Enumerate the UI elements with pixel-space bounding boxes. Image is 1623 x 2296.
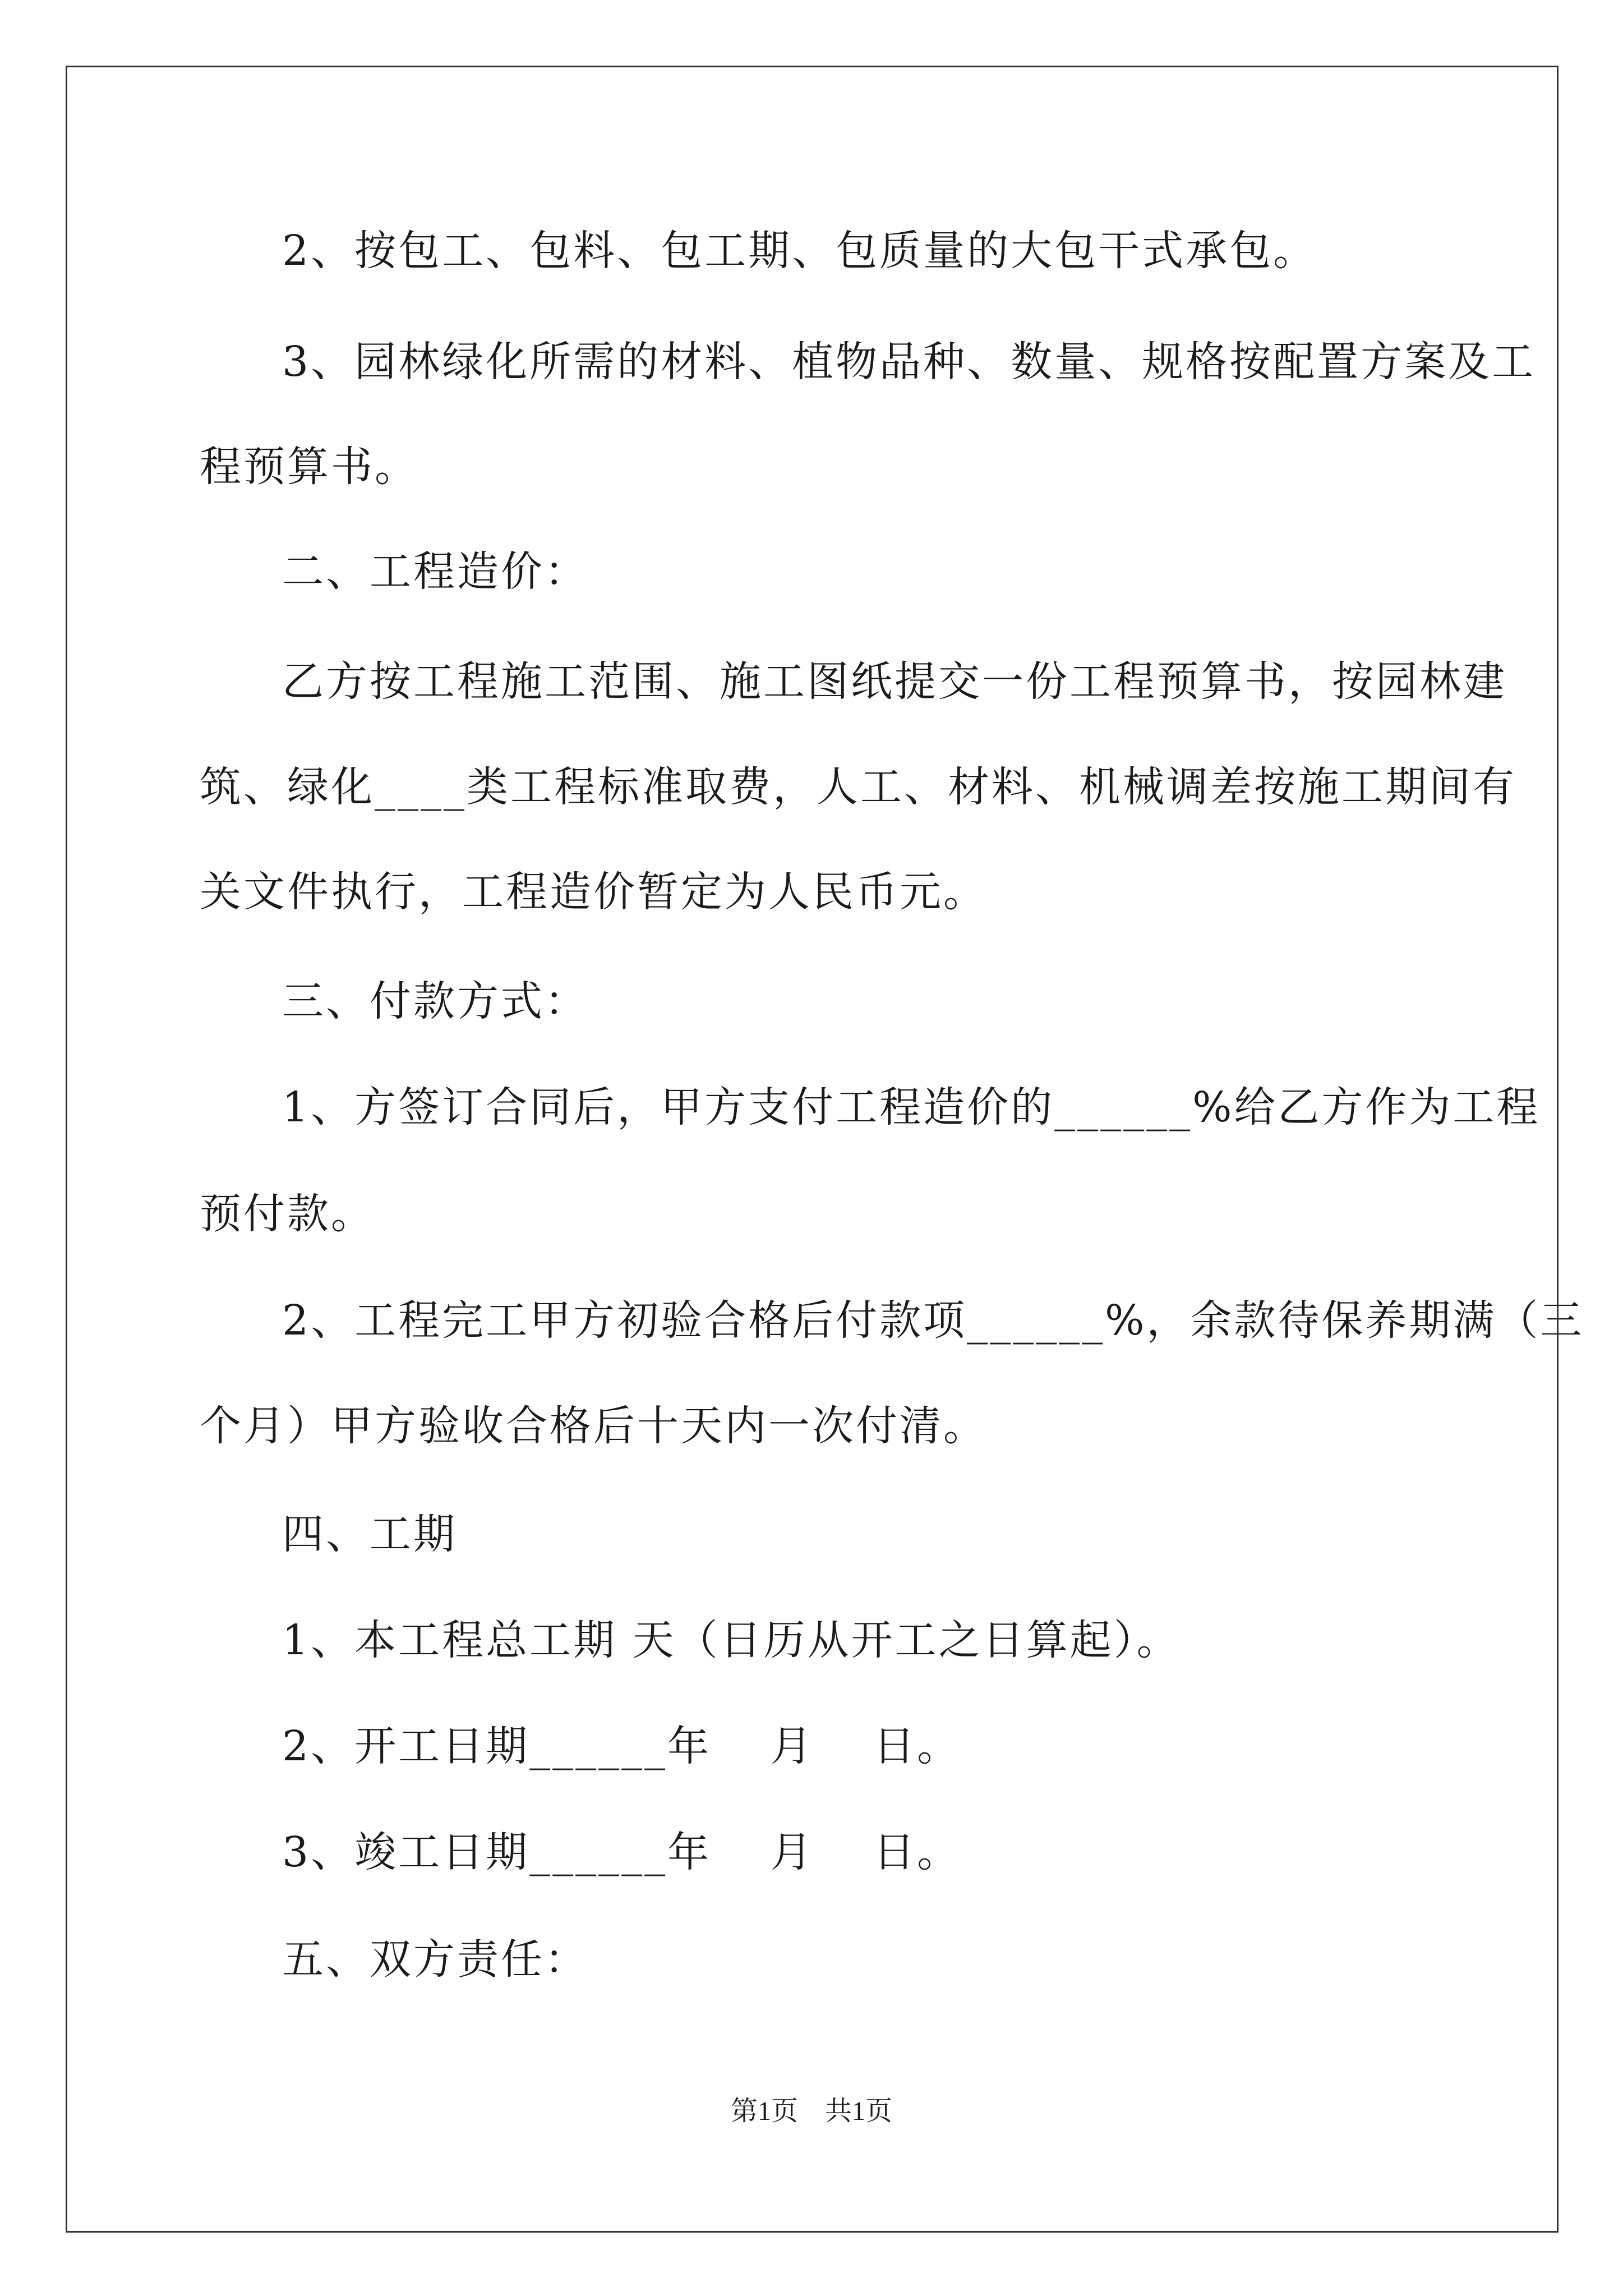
clause-line: 程预算书。 bbox=[200, 443, 418, 491]
section-heading: 四、工期 bbox=[282, 1510, 457, 1558]
clause-line: 筑、绿化____类工程标准取费，人工、材料、机械调差按施工期间有 bbox=[200, 763, 1516, 811]
clause-line: 3、园林绿化所需的材料、植物品种、数量、规格按配置方案及工 bbox=[282, 338, 1536, 386]
clause-line: 乙方按工程施工范围、施工图纸提交一份工程预算书，按园林建 bbox=[282, 657, 1507, 706]
clause-line: 2、开工日期______年 月 日。 bbox=[282, 1722, 961, 1770]
section-heading: 五、双方责任： bbox=[282, 1935, 588, 1984]
clause-line: 1、方签订合同后，甲方支付工程造价的______%给乙方作为工程 bbox=[282, 1083, 1541, 1131]
page-footer: 第1页 共1页 bbox=[730, 2096, 892, 2126]
clause-line: 个月）甲方验收合格后十天内一次付清。 bbox=[200, 1402, 987, 1450]
clause-line: 1、本工程总工期 天（日历从开工之日算起）。 bbox=[282, 1616, 1181, 1664]
clause-line: 2、工程完工甲方初验合格后付款项______%，余款待保养期满（三 bbox=[282, 1296, 1584, 1345]
section-heading: 三、付款方式： bbox=[282, 977, 588, 1025]
clause-line: 3、竣工日期______年 月 日。 bbox=[282, 1828, 961, 1876]
clause-line: 关文件执行，工程造价暂定为人民币元。 bbox=[200, 868, 987, 916]
clause-line: 预付款。 bbox=[200, 1190, 375, 1238]
page-border bbox=[66, 66, 1559, 2233]
clause-line: 2、按包工、包料、包工期、包质量的大包干式承包。 bbox=[282, 227, 1317, 275]
section-heading: 二、工程造价： bbox=[282, 547, 588, 596]
